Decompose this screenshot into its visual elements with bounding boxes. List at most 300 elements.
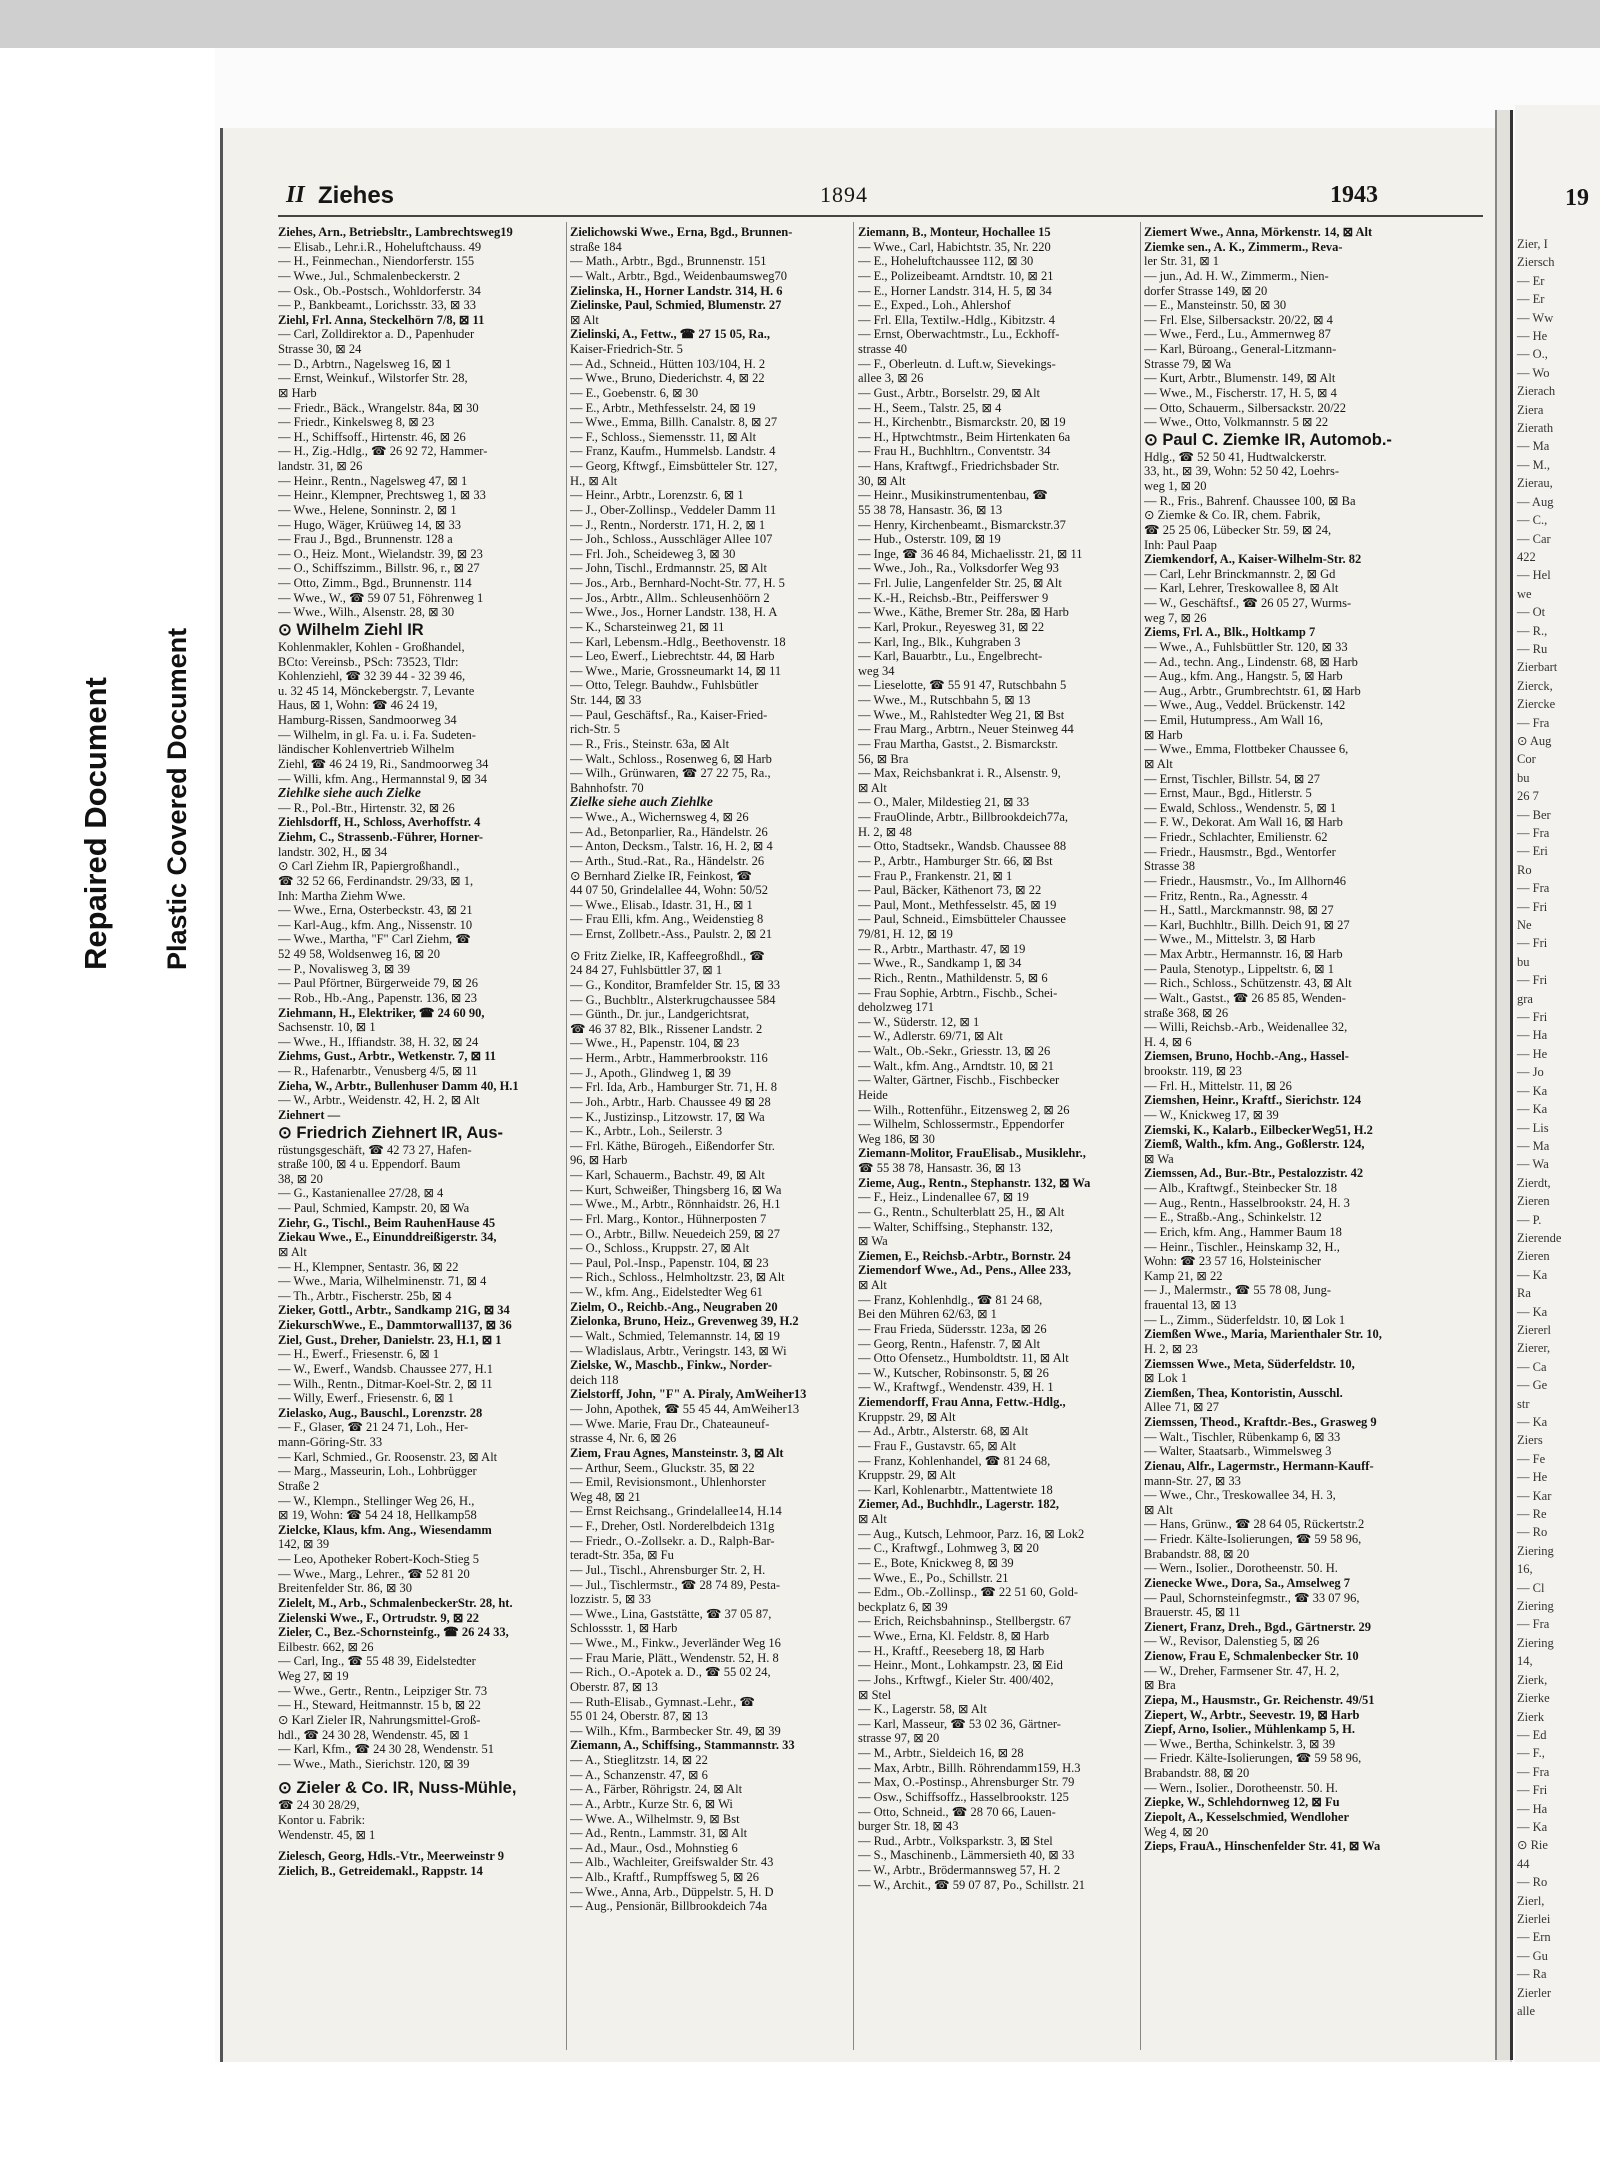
- directory-entry: Zienert, Franz, Dreh., Bgd., Gärtnerstr. 29: [1144, 1619, 1372, 1634]
- directory-entry: Ziemer, Ad., Buchhdlr., Lagerstr. 182,: [858, 1497, 1060, 1512]
- next-page-line: — Kar: [1517, 1488, 1552, 1503]
- directory-entry: Inh: Paul Paap: [1144, 537, 1217, 552]
- directory-entry: ⊠ Bra: [1144, 1678, 1176, 1693]
- directory-entry: — Paul, Schmied, Kampstr. 20, ⊠ Wa: [278, 1201, 470, 1215]
- directory-entry: — Walter, Schiffsing., Stephanstr. 132,: [858, 1219, 1053, 1234]
- directory-entry: — Arthur, Seem., Gluckstr. 35, ⊠ 22: [570, 1460, 755, 1475]
- directory-entry: — Frau Sophie, Arbtrn., Fischb., Schei-: [858, 985, 1058, 1000]
- directory-entry: — Hub., Osterstr. 109, ⊠ 19: [858, 532, 1001, 547]
- directory-entry: — Karl, Büroang., General-Litzmann-: [1144, 342, 1337, 356]
- next-page-line: — He: [1517, 1046, 1548, 1061]
- next-page-line: — Ot: [1517, 605, 1546, 620]
- directory-entry: 33, ht., ⊠ 39, Wohn: 52 50 42, Loehrs-: [1144, 464, 1339, 479]
- directory-entry: — Wwe. Marie, Frau Dr., Chateauneuf-: [570, 1416, 770, 1431]
- directory-entry: 56, ⊠ Bra: [858, 751, 909, 766]
- directory-entry: — Wwe., Emma, Flottbeker Chaussee 6,: [1144, 742, 1349, 757]
- directory-entry: Hamburg-Rissen, Sandmoorweg 34: [278, 713, 457, 727]
- directory-entry: ☎ 55 38 78, Hansastr. 36, ⊠ 13: [858, 1161, 1021, 1175]
- directory-entry: — Ernst, Weinkuf., Wilstorfer Str. 28,: [278, 371, 468, 386]
- directory-entry: — Gust., Arbtr., Borselstr. 29, ⊠ Alt: [858, 385, 1041, 400]
- directory-entry: — Wwe., Erna, Osterbeckstr. 43, ⊠ 21: [278, 903, 473, 918]
- directory-entry: Zielke siehe auch Ziehlke: [570, 794, 713, 810]
- next-page-line: Zierlei: [1517, 1911, 1551, 1926]
- next-page-line: — Car: [1517, 531, 1551, 546]
- directory-entry: Ziemann, A., Schiffsing., Stammannstr. 33: [570, 1738, 795, 1753]
- next-page-line: — Ww: [1517, 310, 1554, 325]
- directory-entry: ☎ 24 30 28/29,: [278, 1798, 360, 1813]
- directory-entry: ⊙ Karl Zieler IR, Nahrungsmittel-Groß-: [278, 1712, 481, 1727]
- directory-entry: — John, Tischl., Erdmannstr. 25, ⊠ Alt: [570, 561, 767, 576]
- next-page-line: Zierdt,: [1517, 1175, 1551, 1190]
- directory-entry: — Walt., Gastst., ☎ 26 85 85, Wenden-: [1144, 990, 1346, 1005]
- directory-entry: weg 1, ⊠ 20: [1144, 479, 1207, 493]
- directory-entry: — F., Dreher, Ostl. Norderelbdeich 131g: [570, 1519, 775, 1533]
- directory-entry: Weg 4, ⊠ 20: [1144, 1824, 1209, 1839]
- directory-entry: weg 34: [858, 663, 895, 678]
- directory-entry: — Osk., Ob.-Postsch., Wohldorferstr. 34: [278, 283, 481, 298]
- directory-entry: — H., Zig.-Hdlg., ☎ 26 92 72, Hammer-: [278, 444, 488, 459]
- directory-entry: — F. W., Dekorat. Am Wall 16, ⊠ Harb: [1144, 815, 1343, 830]
- next-page-line: — Cl: [1517, 1580, 1545, 1595]
- directory-entry: — Max Arbtr., Hermannstr. 16, ⊠ Harb: [1144, 947, 1343, 961]
- next-page-line: — Re: [1517, 1507, 1547, 1522]
- directory-entry: — Walt., Schloss., Rosenweg 6, ⊠ Harb: [570, 751, 772, 766]
- directory-entry: — Wwe., Bertha, Schinkelstr. 3, ⊠ 39: [1144, 1736, 1336, 1751]
- directory-entry: Allee 71, ⊠ 27: [1144, 1400, 1220, 1415]
- directory-entry: — Lieselotte, ☎ 55 91 47, Rutschbahn 5: [858, 678, 1067, 693]
- directory-entry: — A., Stieglitzstr. 14, ⊠ 22: [570, 1753, 708, 1767]
- directory-entry: Bei den Mühren 62/63, ⊠ 1: [858, 1307, 997, 1322]
- directory-entry: — Rich., Schloss., Schützenstr. 43, ⊠ Alt: [1144, 976, 1352, 991]
- directory-entry: 96, ⊠ Harb: [570, 1153, 628, 1168]
- directory-entry: Ziemßen Wwe., Maria, Marienthaler Str. 10,: [1144, 1327, 1382, 1342]
- directory-entry: Ziehr, G., Tischl., Beim RauhenHause 45: [278, 1215, 496, 1230]
- directory-entry: Zielich, B., Getreidemakl., Rappstr. 14: [278, 1863, 483, 1878]
- page-number: 1943: [1330, 182, 1378, 208]
- next-page-line: Ziercke: [1517, 697, 1556, 712]
- directory-entry: — W., Adlerstr. 69/71, ⊠ Alt: [858, 1029, 1003, 1044]
- directory-entry: — Wwe., Lina, Gaststätte, ☎ 37 05 87,: [570, 1606, 772, 1621]
- directory-entry: Oberstr. 87, ⊠ 13: [570, 1679, 658, 1694]
- directory-entry: — A., Schanzenstr. 47, ⊠ 6: [570, 1767, 708, 1782]
- directory-entry: — Ad., techn. Ang., Lindenstr. 68, ⊠ Harb: [1144, 654, 1358, 669]
- directory-entry: beckplatz 6, ⊠ 39: [858, 1599, 948, 1614]
- directory-entry: — Jos., Arb., Bernhard-Nocht-Str. 77, H. 5: [570, 576, 785, 590]
- directory-entry: ⊠ Alt: [858, 780, 887, 795]
- next-page-line: — Fri: [1517, 899, 1548, 914]
- next-page-line: 44: [1517, 1856, 1530, 1871]
- directory-entry: — J., Rentn., Norderstr. 171, H. 2, ⊠ 1: [570, 517, 766, 532]
- directory-entry: — Jul., Tischl., Ahrensburger Str. 2, H.: [570, 1562, 766, 1577]
- directory-entry: — Ad., Rentn., Lammstr. 31, ⊠ Alt: [570, 1826, 748, 1841]
- directory-entry: — Edm., Ob.-Zollinsp., ☎ 22 51 60, Gold-: [858, 1585, 1079, 1600]
- directory-entry: Zienau, Alfr., Lagermstr., Hermann-Kauff-: [1144, 1458, 1374, 1473]
- directory-entry: — Jul., Tischlermstr., ☎ 28 74 89, Pesta-: [570, 1577, 781, 1592]
- directory-entry: — Wilh., Kfm., Barmbecker Str. 49, ⊠ 39: [570, 1723, 781, 1738]
- section-number: II: [286, 182, 305, 208]
- directory-entry: Ziehl, ☎ 46 24 19, Ri., Sandmoorweg 34: [278, 756, 489, 771]
- directory-entry: — Wwe., Otto, Volkmannstr. 5 ⊠ 22: [1144, 415, 1329, 430]
- next-page-line: — Wa: [1517, 1157, 1549, 1172]
- directory-entry: Weg 186, ⊠ 30: [858, 1131, 935, 1146]
- next-page-line: 26 7: [1517, 789, 1539, 804]
- next-page-line: bu: [1517, 954, 1530, 969]
- next-page-line: — Aug: [1517, 494, 1554, 509]
- directory-entry: — Ad., Schneid., Hütten 103/104, H. 2: [570, 356, 766, 371]
- directory-entry: — Wwe., Emma, Billh. Canalstr. 8, ⊠ 27: [570, 415, 778, 430]
- next-page-line: Zierck,: [1517, 678, 1553, 693]
- next-page-line: — Ern: [1517, 1930, 1551, 1945]
- directory-entry: — E., Exped., Loh., Ahlershof: [858, 298, 1011, 313]
- next-page-line: bu: [1517, 770, 1530, 785]
- directory-entry: — Wilh., Grünwaren, ☎ 27 22 75, Ra.,: [570, 766, 771, 781]
- directory-entry: Ziemssen, Theod., Kraftdr.-Bes., Grasweg 9: [1144, 1415, 1377, 1429]
- next-page-line: — Ra: [1517, 1967, 1547, 1982]
- next-page-line: — Ka: [1517, 1819, 1548, 1834]
- directory-entry: Eilbestr. 662, ⊠ 26: [278, 1639, 374, 1654]
- directory-entry: Inh: Martha Ziehm Wwe.: [278, 888, 406, 903]
- directory-entry: Brabandstr. 88, ⊠ 20: [1144, 1766, 1250, 1780]
- directory-entry: Ziemendorf Wwe., Ad., Pens., Allee 233,: [858, 1263, 1071, 1278]
- directory-entry: Straße 2: [278, 1478, 320, 1493]
- directory-entry: Ziepa, M., Hausmstr., Gr. Reichenstr. 49/51: [1144, 1692, 1375, 1707]
- directory-entry: ⊙ Fritz Zielke, IR, Kaffeegroßhdl., ☎: [570, 948, 765, 963]
- directory-entry: — Karl, Schauerm., Bachstr. 49, ⊠ Alt: [570, 1168, 765, 1182]
- next-page-line: — Ka: [1517, 1083, 1548, 1098]
- next-page-line: Cor: [1517, 752, 1536, 767]
- directory-entry: — W., Süderstr. 12, ⊠ 1: [858, 1014, 980, 1029]
- directory-entry: rüstungsgeschäft, ☎ 42 73 27, Hafen-: [278, 1142, 472, 1157]
- directory-entry: — R., Fris., Bahrenf. Chaussee 100, ⊠ Ba: [1144, 493, 1356, 508]
- directory-entry: — A., Arbtr., Kurze Str. 6, ⊠ Wi: [570, 1796, 733, 1811]
- directory-entry: — E., Bote, Knickweg 8, ⊠ 39: [858, 1555, 1014, 1570]
- directory-entry: — Heinr., Rentn., Nagelsweg 47, ⊠ 1: [278, 473, 468, 488]
- next-page-line: Zierath: [1517, 421, 1554, 436]
- directory-entry: — H., Seem., Talstr. 25, ⊠ 4: [858, 400, 1002, 415]
- directory-entry: — Wwe., Joh., Ra., Volksdorfer Weg 93: [858, 561, 1059, 576]
- directory-entry: Zielesch, Georg, Hdls.-Vtr., Meerweinstr 9: [278, 1849, 504, 1864]
- scanner-top-band: [0, 0, 1600, 48]
- directory-entry: Ziemssen, Ad., Bur.-Btr., Pestalozzistr. 42: [1144, 1166, 1364, 1181]
- directory-entry: Strasse 79, ⊠ Wa: [1144, 356, 1232, 371]
- next-page-line: — Fra: [1517, 715, 1550, 730]
- directory-entry: — Ruth-Elisab., Gymnast.-Lehr., ☎: [570, 1694, 755, 1709]
- directory-entry: — Wwe., Jul., Schmalenbeckerstr. 2: [278, 268, 461, 283]
- next-page-line: — F.,: [1517, 1746, 1545, 1761]
- directory-entry: Ziepke, W., Schlehdornweg 12, ⊠ Fu: [1144, 1795, 1340, 1810]
- directory-entry: — Joh., Schloss., Ausschläger Allee 107: [570, 532, 773, 547]
- directory-entry: Strasse 38: [1144, 859, 1196, 874]
- advertiser-entry: ⊙ Wilhelm Ziehl IR: [278, 620, 424, 639]
- directory-entry: — Fritz, Rentn., Ra., Agnesstr. 4: [1144, 888, 1308, 903]
- directory-entry: Ziehms, Gust., Arbtr., Wetkenstr. 7, ⊠ 11: [278, 1049, 497, 1064]
- entry-spacer: [278, 1771, 562, 1778]
- directory-entry: — Heinr., Musikinstrumentenbau, ☎: [858, 488, 1048, 503]
- directory-entry: — E., Hoheluftchaussee 112, ⊠ 30: [858, 254, 1034, 269]
- directory-entry: — Erich, Reichsbahninsp., Stellbergstr. 67: [858, 1614, 1071, 1629]
- directory-entry: Zieps, FrauA., Hinschenfelder Str. 41, ⊠ Wa: [1144, 1839, 1381, 1854]
- directory-entry: — K., Scharsteinweg 21, ⊠ 11: [570, 619, 725, 634]
- next-page-line: — Fri: [1517, 973, 1548, 988]
- plastic-covered-label: Plastic Covered Document: [162, 627, 192, 970]
- directory-entry: — E., Arbtr., Methfesselstr. 24, ⊠ 19: [570, 400, 756, 415]
- next-page-line: ⊙ Rie: [1517, 1838, 1548, 1853]
- directory-entry: Ziepf, Arno, Isolier., Mühlenkamp 5, H.: [1144, 1722, 1356, 1737]
- directory-entry: — Wwe., Maria, Wilhelminenstr. 71, ⊠ 4: [278, 1274, 487, 1289]
- directory-entry: Kamp 21, ⊠ 22: [1144, 1268, 1223, 1283]
- directory-entry: — Alb., Kraftwgf., Steinbecker Str. 18: [1144, 1181, 1338, 1195]
- directory-entry: — Ernst Reichsang., Grindelallee14, H.14: [570, 1504, 782, 1519]
- directory-entry: ⊠ Lok 1: [1144, 1371, 1188, 1386]
- directory-entry: ländischer Kohlenvertrieb Wilhelm: [278, 742, 455, 757]
- directory-entry: landstr. 31, ⊠ 26: [278, 459, 363, 473]
- directory-entry: ☎ 46 37 82, Blk., Rissener Landstr. 2: [570, 1021, 763, 1036]
- directory-entry: — Ernst, Maur., Bgd., Hitlerstr. 5: [1144, 786, 1312, 801]
- directory-entry: — Frl. Ella, Textilw.-Hdlg., Kibitzstr. 4: [858, 312, 1056, 327]
- directory-entry: — K.-H., Reichsb.-Btr., Peifferswег 9: [858, 590, 1049, 605]
- directory-entry: — John, Apothek, ☎ 55 45 44, AmWeiher13: [570, 1402, 800, 1416]
- directory-entry: 30, ⊠ Alt: [858, 473, 906, 488]
- next-page-line: Zierer,: [1517, 1341, 1551, 1356]
- directory-entry: Zieker, Gottl., Arbtr., Sandkamp 21G, ⊠ 34: [278, 1303, 510, 1318]
- next-page-line: Zierau,: [1517, 476, 1553, 491]
- directory-entry: — H., Klempner, Sentastr. 36, ⊠ 22: [278, 1259, 459, 1274]
- directory-entry: — Friedr., O.-Zollsekr. a. D., Ralph-Bar-: [570, 1533, 775, 1548]
- directory-entry: H. 2, ⊠ 23: [1144, 1341, 1198, 1356]
- directory-entry: — Willi, Reichsb.-Arb., Weidenallee 32,: [1144, 1020, 1348, 1035]
- directory-entry: Zielasko, Aug., Bauschl., Lorenzstr. 28: [278, 1405, 483, 1420]
- directory-entry: 55 38 78, Hansastr. 36, ⊠ 13: [858, 502, 1003, 517]
- directory-entry: Weg 48, ⊠ 21: [570, 1489, 641, 1504]
- directory-entry: — K., Justizinsp., Litzowstr. 17, ⊠ Wa: [570, 1109, 765, 1124]
- directory-entry: Ziemann-Molitor, FrauElisab., Musiklehr.,: [858, 1146, 1086, 1161]
- directory-entry: — Carl, Zolldirektor a. D., Papenhuder: [278, 327, 475, 342]
- next-page-line: — Ka: [1517, 1304, 1548, 1319]
- directory-entry: Kaiser-Friedrich-Str. 5: [570, 342, 683, 356]
- directory-entry: — Otto, Telegr. Bauhdw., Fuhlsbütler: [570, 678, 759, 693]
- directory-entry: — Th., Arbtr., Fischerstr. 25b, ⊠ 4: [278, 1288, 452, 1303]
- next-page-line: alle: [1517, 2004, 1536, 2018]
- directory-entry: — P., Arbtr., Hamburger Str. 66, ⊠ Bst: [858, 853, 1053, 868]
- directory-entry: — G., Kastanienallee 27/28, ⊠ 4: [278, 1186, 444, 1201]
- next-page-line: — Fri: [1517, 1010, 1548, 1025]
- directory-entry: — Ad., Maur., Osd., Mohnstieg 6: [570, 1840, 738, 1855]
- directory-entry: — Friedr., Schlachter, Emilienstr. 62: [1144, 830, 1328, 844]
- directory-entry: — A., Färber, Röhrigstr. 24, ⊠ Alt: [570, 1782, 743, 1797]
- directory-entry: Ziemski, K., Kalarb., EilbeckerWeg51, H.2: [1144, 1122, 1373, 1137]
- directory-entry: — O., Maler, Mildestieg 21, ⊠ 33: [858, 795, 1030, 810]
- directory-entry: — Friedr., Kinkelsweg 8, ⊠ 23: [278, 415, 435, 430]
- directory-entry: — Wwe., Marie, Grossneumarkt 14, ⊠ 11: [570, 663, 782, 678]
- entry-spacer: [570, 942, 854, 949]
- next-page-line: — Fri: [1517, 936, 1548, 951]
- directory-entry: — Wwe., Math., Sierichstr. 120, ⊠ 39: [278, 1756, 470, 1771]
- directory-entry: ⊠ Alt: [278, 1244, 307, 1259]
- directory-entry: Zielcke, Klaus, kfm. Ang., Wiesendamm: [278, 1522, 492, 1537]
- directory-entry: — E., Mansteinstr. 50, ⊠ 30: [1144, 298, 1287, 313]
- directory-entry: strasse 4, Nr. 6, ⊠ 26: [570, 1431, 677, 1446]
- directory-entry: Kohlenziehl, ☎ 32 39 44 - 32 39 46,: [278, 669, 466, 684]
- directory-entry: — Wwe., M., Fischerstr. 17, H. 5, ⊠ 4: [1144, 385, 1337, 400]
- directory-entry: — Herm., Arbtr., Hammerbrookstr. 116: [570, 1051, 768, 1065]
- next-page-line: Ziering: [1517, 1599, 1554, 1614]
- directory-entry: Brabandstr. 88, ⊠ 20: [1144, 1546, 1250, 1561]
- next-page-line: Ziering: [1517, 1635, 1554, 1650]
- directory-entry: — Frl. Julie, Langenfelder Str. 25, ⊠ Alt: [858, 576, 1062, 590]
- directory-entry: Zielm, O., Reichb.-Ang., Neugraben 20: [570, 1299, 778, 1314]
- directory-entry: — Jos., Arbtr., Allm.. Schleusenhöörn 2: [570, 590, 770, 605]
- directory-entry: lozzistr. 5, ⊠ 33: [570, 1592, 651, 1607]
- next-page-line: Ra: [1517, 1286, 1531, 1301]
- directory-entry: — Arth., Stud.-Rat., Ra., Händelstr. 26: [570, 853, 765, 868]
- directory-entry: 44 07 50, Grindelallee 44, Wohn: 50/52: [570, 883, 769, 898]
- next-page-line: Zierbart: [1517, 660, 1558, 675]
- next-page-line: — Fra: [1517, 1764, 1550, 1779]
- directory-entry: Zielonka, Bruno, Heiz., Grevenweg 39, H.2: [570, 1314, 799, 1329]
- directory-entry: — Frau Martha, Gastst., 2. Bismarckstr.: [858, 736, 1058, 751]
- directory-entry: 142, ⊠ 39: [278, 1537, 330, 1552]
- next-page-line: — Ha: [1517, 1028, 1548, 1043]
- directory-entry: — Friedr., Hausmstr., Vo., Im Allhorn46: [1144, 873, 1346, 888]
- directory-entry: Ziemssen Wwe., Meta, Süderfeldstr. 10,: [1144, 1356, 1355, 1371]
- next-page-fragment: [1515, 105, 1600, 2065]
- directory-entry: — Ewald, Schloss., Wendenstr. 5, ⊠ 1: [1144, 800, 1337, 815]
- directory-entry: — Karl, Prokur., Reyesweg 31, ⊠ 22: [858, 619, 1045, 634]
- directory-entry: — Aug., Rentn., Hasselbrookstr. 24, H. 3: [1144, 1195, 1350, 1210]
- directory-entry: Ziemß, Walth., kfm. Ang., Goßlerstr. 124,: [1144, 1137, 1365, 1152]
- directory-entry: — W., Kutscher, Robinsonstr. 5, ⊠ 26: [858, 1365, 1049, 1380]
- next-page-line: — Fe: [1517, 1451, 1546, 1466]
- directory-entry: — W., Ewerf., Wandsb. Chaussee 277, H.1: [278, 1361, 494, 1376]
- directory-entry: — Karl, Ing., Blk., Kuhgraben 3: [858, 634, 1021, 649]
- directory-entry: — W., Geschäftsf., ☎ 26 05 27, Wurms-: [1144, 596, 1352, 610]
- label-strip: [0, 48, 215, 2062]
- directory-entry: — Willi, kfm. Ang., Hermannstal 9, ⊠ 34: [278, 771, 488, 786]
- next-page-line: — C.,: [1517, 513, 1548, 528]
- directory-entry: — W., Knickweg 17, ⊠ 39: [1144, 1107, 1279, 1122]
- next-page-line: — Ro: [1517, 1525, 1548, 1540]
- directory-entry: ⊠ Alt: [858, 1278, 887, 1292]
- next-page-line: Ziersch: [1517, 255, 1555, 270]
- next-page-line: gra: [1517, 991, 1533, 1006]
- directory-entry: — H., Hptwchtmstr., Beim Hirtenkaten 6a: [858, 429, 1071, 444]
- directory-entry: — W., Arbtr., Brödermannsweg 57, H. 2: [858, 1863, 1061, 1877]
- directory-entry: — Wwe., Ferd., Lu., Ammernweg 87: [1144, 327, 1331, 342]
- directory-entry: — Wwe., H., Iffiandstr. 38, H. 32, ⊠ 24: [278, 1034, 479, 1049]
- directory-entry: — K., Lagerstr. 58, ⊠ Alt: [858, 1702, 987, 1717]
- directory-entry: — Walt., Tischler, Rübenkamp 6, ⊠ 33: [1144, 1429, 1341, 1444]
- next-page-number: 19: [1565, 185, 1589, 211]
- directory-entry: Schlossstr. 1, ⊠ Harb: [570, 1621, 678, 1636]
- next-page-line: — Ca: [1517, 1359, 1547, 1374]
- directory-entry: — P., Novalisweg 3, ⊠ 39: [278, 961, 411, 976]
- directory-entry: — Karl, Schmied., Gr. Roosenstr. 23, ⊠ Alt: [278, 1449, 498, 1464]
- directory-entry: — Wladislaus, Arbtr., Veringstr. 143, ⊠ Wi: [570, 1343, 787, 1358]
- directory-entry: ☎ 25 25 06, Lübecker Str. 59, ⊠ 24,: [1144, 522, 1332, 537]
- directory-entry: Zielenski Wwe., F., Ortrudstr. 9, ⊠ 22: [278, 1610, 479, 1625]
- next-page-line: — Ka: [1517, 1102, 1548, 1117]
- directory-entry: Ziemßen, Thea, Kontoristin, Ausschl.: [1144, 1385, 1343, 1400]
- directory-entry: — F., Glaser, ☎ 21 24 71, Loh., Her-: [278, 1420, 469, 1435]
- directory-entry: Str. 144, ⊠ 33: [570, 693, 642, 707]
- directory-entry: — Wwe., R., Sandkamp 1, ⊠ 34: [858, 956, 1022, 971]
- directory-entry: — E., Straßb.-Ang., Schinkelstr. 12: [1144, 1210, 1322, 1225]
- directory-entry: — Kurt, Schweißer, Thingsberg 16, ⊠ Wa: [570, 1182, 782, 1197]
- directory-entry: brookstr. 119, ⊠ 23: [1144, 1064, 1242, 1078]
- directory-entry: — Paul, Schneid., Eimsbütteler Chaussee: [858, 912, 1066, 927]
- directory-entry: — FrauOlinde, Arbtr., Billbrookdeich77a,: [858, 810, 1069, 824]
- directory-entry: — Aug., Kutsch, Lehmoor, Parz. 16, ⊠ Lok2: [858, 1526, 1085, 1541]
- directory-entry: — Max, Reichsbankrat i. R., Alsenstr. 9,: [858, 766, 1061, 781]
- directory-entry: — R., Pol.-Btr., Hirtenstr. 32, ⊠ 26: [278, 800, 455, 815]
- directory-entry: — Wwe., M., Rahlstedter Weg 21, ⊠ Bst: [858, 707, 1065, 722]
- directory-entry: Ziemendorff, Frau Anna, Fettw.-Hdlg.,: [858, 1395, 1066, 1409]
- directory-entry: — jun., Ad. H. W., Zimmerm., Nien-: [1144, 268, 1329, 283]
- directory-entry: Ziehlsdorff, H., Schloss, Averhoffstr. 4: [278, 815, 481, 830]
- directory-entry: — Georg, Rentn., Hafenstr. 7, ⊠ Alt: [858, 1336, 1041, 1351]
- next-page-line: — M.,: [1517, 457, 1550, 472]
- directory-entry: — Karl, Masseur, ☎ 53 02 36, Gärtner-: [858, 1716, 1061, 1731]
- next-page-line: — Ma: [1517, 439, 1550, 454]
- directory-entry: — Wwe., A., Fuhlsbüttler Str. 120, ⊠ 33: [1144, 639, 1348, 654]
- directory-entry: — Wwe. A., Wilhelmstr. 9, ⊠ Bst: [570, 1811, 740, 1826]
- directory-entry: — Wwe., Gertr., Rentn., Leipziger Str. 73: [278, 1683, 488, 1698]
- directory-entry: ⊙ Ziemke & Co. IR, chem. Fabrik,: [1144, 508, 1321, 523]
- directory-entry: — H., Sattl., Marckmannstr. 98, ⊠ 27: [1144, 903, 1334, 918]
- directory-entry: straße 184: [570, 239, 622, 254]
- directory-entry: — G., Konditor, Bramfelder Str. 15, ⊠ 33: [570, 977, 780, 992]
- directory-entry: — Wwe., Martha, "F" Carl Ziehm, ☎: [278, 932, 471, 947]
- directory-entry: — H., Kraftf., Reeseberg 18, ⊠ Harb: [858, 1643, 1045, 1658]
- directory-entry: — Hugo, Wäger, Krüüweg 14, ⊠ 33: [278, 517, 461, 532]
- next-page-line: — Fra: [1517, 826, 1550, 840]
- directory-entry: — H., Steward, Heitmannstr. 15 b, ⊠ 22: [278, 1698, 481, 1713]
- directory-entry: — Paul, Schornsteinfegmstr., ☎ 33 07 96,: [1144, 1590, 1360, 1605]
- directory-entry: Ziel, Gust., Dreher, Danielstr. 23, H.1, ⊠ 1: [278, 1332, 502, 1347]
- directory-entry: Wohn: ☎ 23 57 16, Holsteinischer: [1144, 1254, 1322, 1269]
- directory-entry: u. 32 45 14, Mönckebergstr. 7, Levante: [278, 683, 475, 698]
- directory-entry: — Hans, Kraftwgf., Friedrichsbader Str.: [858, 459, 1060, 473]
- directory-entry: — W., Revisor, Dalenstieg 5, ⊠ 26: [1144, 1634, 1320, 1649]
- directory-entry: Zielinski, A., Fettw., ☎ 27 15 05, Ra.,: [570, 327, 770, 342]
- directory-entry: — Ad., Betonparlier, Ra., Händelstr. 26: [570, 824, 768, 839]
- directory-entry: Strasse 30, ⊠ 24: [278, 342, 362, 356]
- directory-entry: — Wwe., Wilh., Alsenstr. 28, ⊠ 30: [278, 605, 455, 620]
- directory-entry: Ziepert, W., Arbtr., Seevestr. 19, ⊠ Harb: [1144, 1707, 1360, 1722]
- directory-entry: Kontor u. Fabrik:: [278, 1813, 366, 1827]
- directory-entry: — Wilh., Rottenführ., Eitzensweg 2, ⊠ 26: [858, 1102, 1070, 1117]
- directory-entry: Ziehlke siehe auch Zielke: [278, 785, 421, 801]
- directory-entry: — Paul, Pol.-Insp., Papenstr. 104, ⊠ 23: [570, 1255, 769, 1270]
- directory-entry: — E., Polizeibeamt. Arndtstr. 10, ⊠ 21: [858, 268, 1054, 283]
- directory-entry: — Franz, Kohlenhdlg., ☎ 81 24 68,: [858, 1292, 1043, 1307]
- next-page-lines: [1517, 235, 1597, 2020]
- directory-entry: — Wern., Isolier., Dorotheenstr. 50. H.: [1144, 1780, 1338, 1795]
- next-page-line: — Er: [1517, 273, 1545, 288]
- directory-entry: burger Str. 18, ⊠ 43: [858, 1819, 959, 1834]
- directory-entry: — R., Arbtr., Marthastr. 47, ⊠ 19: [858, 941, 1026, 956]
- directory-entry: — Frl. Käthe, Bürogeh., Eißendorfer Str.: [570, 1138, 775, 1153]
- directory-entry: — W., Archit., ☎ 59 07 87, Po., Schillstr. 21: [858, 1877, 1086, 1892]
- directory-entry: — W., Kraftwgf., Wendenstr. 439, H. 1: [858, 1380, 1054, 1395]
- directory-entry: Weg 27, ⊠ 19: [278, 1669, 349, 1683]
- directory-entry: — Wwe., Aug., Veddel. Brückenstr. 142: [1144, 698, 1346, 713]
- directory-column-1: [278, 225, 562, 2047]
- directory-entry: Kruppstr. 29, ⊠ Alt: [858, 1409, 956, 1424]
- directory-entry: 55 01 24, Oberstr. 87, ⊠ 13: [570, 1709, 708, 1724]
- directory-entry: — Wwe., W., ☎ 59 07 51, Föhrenweg 1: [278, 590, 484, 605]
- directory-entry: allee 3, ⊠ 26: [858, 371, 924, 386]
